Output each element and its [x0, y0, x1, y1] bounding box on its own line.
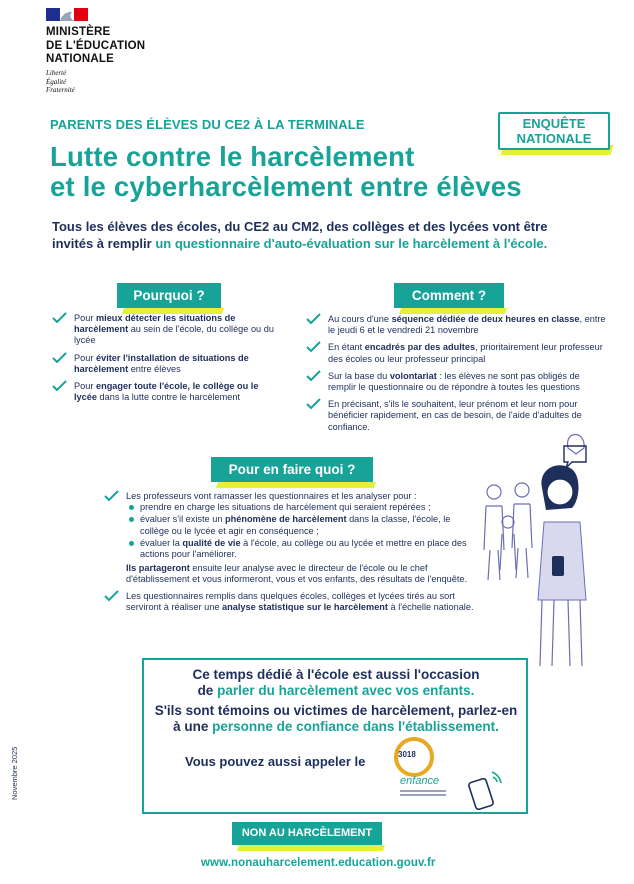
non-au-harcelement-label: NON AU HARCÈLEMENT — [232, 822, 382, 845]
highlight-message: Ce temps dédié à l'école est aussi l'occasion de parler du harcèlement avec vos enfants. S'ils sont témoins ou victimes de harcèlement, parlez-en à une personne de confiance dans l'établissement. — [154, 667, 518, 734]
intro-paragraph: Tous les élèves des écoles, du CE2 au CM2, des collèges et des lycées vont être invités à remplir un questionnaire d'auto-évaluation sur le harcèlement à l'école. — [52, 219, 548, 251]
pourquoi-list — [52, 313, 277, 409]
audience-subtitle: PARENTS DES ÉLÈVES DU CE2 À LA TERMINALE — [50, 117, 365, 132]
faire-heading: Pour en faire quoi ? — [211, 457, 373, 488]
list-item: Pour éviter l'installation de situations de harcèlement entre élèves — [52, 353, 277, 375]
republic-motto: Liberté Égalité Fraternité — [46, 69, 75, 94]
list-item: En étant encadrés par des adultes, prioritairement leur professeur des écoles ou leur professeur principal — [306, 342, 606, 364]
sub-item: évaluer s'il existe un phénomène de harcèlement dans la classe, l'école, le collège ou le lycée et agir en conséquence ; — [126, 514, 474, 536]
ministry-name: MINISTÈRE DE L'ÉDUCATION NATIONALE — [46, 26, 146, 65]
comment-heading: Comment ? — [394, 283, 504, 314]
sharing-text: Ils partageront ensuite leur analyse avec le directeur de l'école ou le chef d'établissement et vous informeront, vous et vos enfants, des résultats de l'enquête. — [126, 563, 468, 585]
logo-3018[interactable]: 3018 enfance — [392, 735, 454, 803]
call-text: Vous pouvez aussi appeler le — [185, 754, 366, 769]
pourquoi-heading: Pourquoi ? — [117, 283, 221, 314]
checkmark-icon — [306, 370, 321, 382]
list-item: Les professeurs vont ramasser les questionnaires et les analyser pour : prendre en charge les situations de harcèlement qui seraient repérées ; évaluer s'il existe un phénomène de harcèlement dans la classe, l'école, le collège ou le lycée et agir en conséquence ; évaluer la qualité de vie à l'école, au collège ou au lycée et mettre en place des actions pour l'améliorer. Ils partageront ensuite leur analyse avec le directeur de l'école ou le chef d'établissement et vous informeront, vous et vos enfants, des résultats de l'enquête. — [104, 491, 474, 586]
checkmark-icon — [52, 352, 67, 364]
page-title: Lutte contre le harcèlement et le cyberharcèlement entre élèves — [50, 141, 522, 202]
sub-item: évaluer la qualité de vie à l'école, au collège ou au lycée et mettre en place des actions pour l'améliorer. — [126, 538, 474, 560]
non-label-underline — [238, 845, 384, 851]
publication-date: Novembre 2025 — [10, 746, 19, 800]
checkmark-icon — [52, 312, 67, 324]
checkmark-icon — [306, 313, 321, 325]
comment-list — [306, 314, 606, 439]
phone-icon — [466, 766, 506, 810]
list-item: Pour engager toute l'école, le collège ou le lycée dans la lutte contre le harcèlement — [52, 381, 277, 403]
faire-list — [104, 491, 474, 619]
enquete-badge: ENQUÊTE NATIONALE — [498, 112, 610, 150]
checkmark-icon — [306, 398, 321, 410]
list-item: Sur la base du volontariat : les élèves ne sont pas obligés de remplir le questionnaire ou de répondre à toutes les questions — [306, 371, 606, 393]
website-link[interactable]: www.nonauharcelement.education.gouv.fr — [201, 857, 436, 869]
sub-item: prendre en charge les situations de harcèlement qui seraient repérées ; — [126, 502, 474, 513]
list-item: En précisant, s'ils le souhaitent, leur prénom et leur nom pour bénéficier rapidement, en cas de besoin, de l'aide d'adultes de confiance. — [306, 399, 606, 433]
list-item: Pour mieux détecter les situations de harcèlement au sein de l'école, du collège ou du lycée — [52, 313, 277, 347]
checkmark-icon — [104, 590, 119, 602]
list-item: Au cours d'une séquence dédiée de deux heures en classe, entre le jeudi 6 et le vendredi 21 novembre — [306, 314, 606, 336]
checkmark-icon — [104, 490, 119, 502]
checkmark-icon — [52, 380, 67, 392]
people-illustration — [472, 430, 632, 670]
speech-bubble-icon — [560, 444, 590, 470]
checkmark-icon — [306, 341, 321, 353]
list-item: Les questionnaires remplis dans quelques écoles, collèges et lycées tirés au sort serviront à réaliser une analyse statistique sur le harcèlement à l'échelle nationale. — [104, 591, 474, 613]
marianne-logo — [46, 8, 88, 21]
